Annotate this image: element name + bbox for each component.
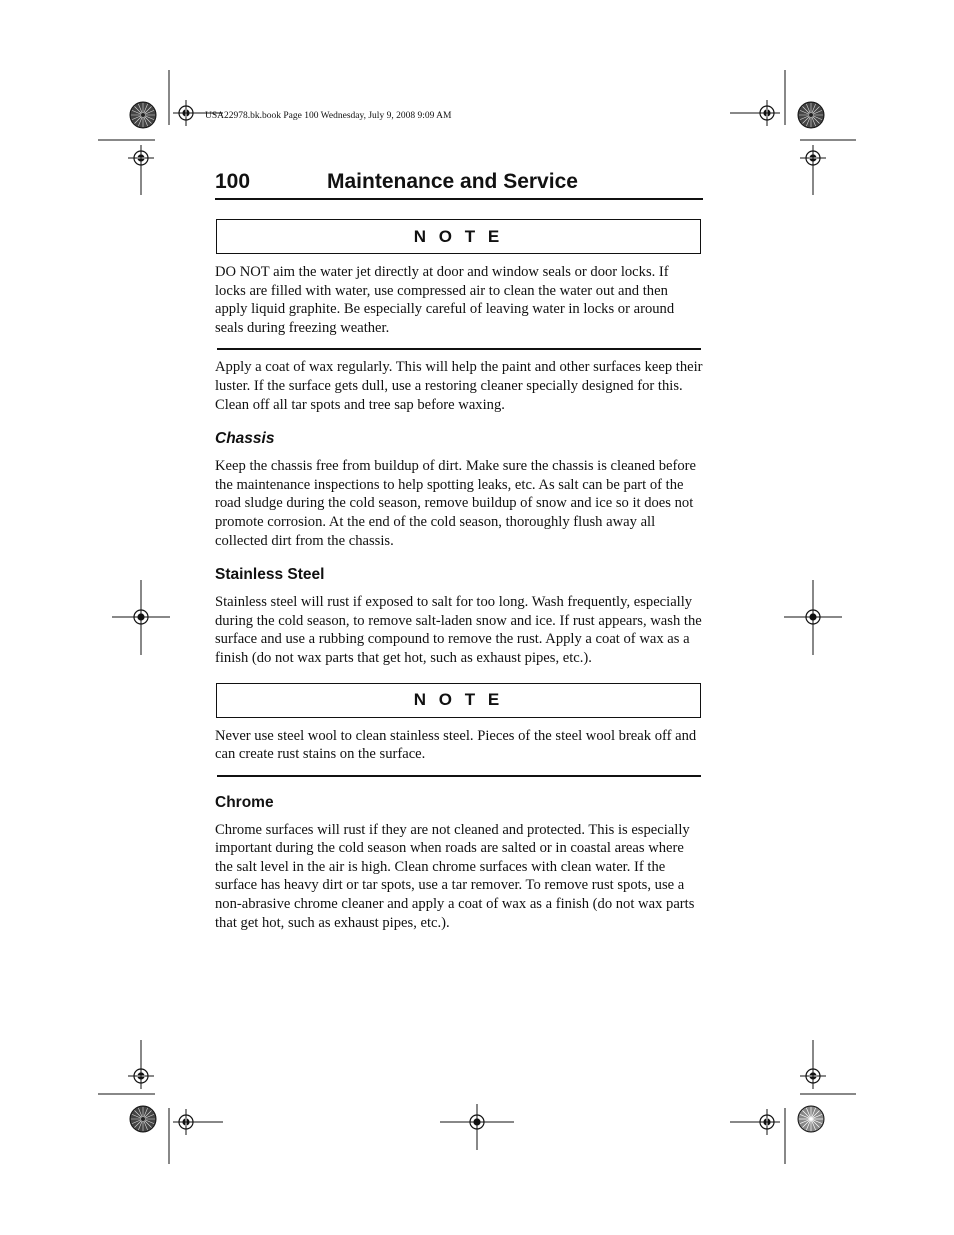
registration-mark-icon xyxy=(754,100,780,126)
note-label-box: N O T E xyxy=(216,219,701,254)
color-target-icon xyxy=(798,1106,824,1132)
registration-mark-icon xyxy=(754,1109,780,1135)
registration-mark-icon xyxy=(128,1063,154,1089)
registration-mark-icon xyxy=(464,1109,490,1135)
chrome-paragraph: Chrome surfaces will rust if they are not cleaned and protected. This is especially important during the cold season when roads are salted or in coastal areas where the salt level in the air is high. Clean chrome surfaces with clean water. If the surface has heavy dirt or tar spots, use a tar remover. To remove rust spots, use a non-abrasive chrome cleaner and apply a coat of wax as a finish (do not wax parts that get hot, such as exhaust pipes, etc.). xyxy=(215,821,695,931)
section-title: Maintenance and Service xyxy=(327,170,578,193)
file-info-header: USA22978.bk.book Page 100 Wednesday, July 9, 2008 9:09 AM xyxy=(205,111,452,121)
wax-paragraph: Apply a coat of wax regularly. This will help the paint and other surfaces keep their luster. If the surface gets dull, use a restoring cleaner specially designed for this. Clean off all tar spots and tree sap before waxing. xyxy=(215,359,703,413)
chassis-paragraph: Keep the chassis free from buildup of dirt. Make sure the chassis is cleaned before the maintenance inspections to help spotting leaks, etc. As salt can be part of the road sludge during the cold season, remove buildup of snow and ice so it does not promote corrosion. At the end of the cold season, thoroughly flush away all collected dirt from the chassis. xyxy=(215,458,697,549)
registration-mark-icon xyxy=(128,145,154,171)
note-text: DO NOT aim the water jet directly at door and window seals or door locks. If locks are filled with water, use compressed air to clean the water out and then apply liquid graphite. Be especially careful of leaving water in locks or around seals during freezing weather. xyxy=(215,264,675,336)
registration-mark-icon xyxy=(800,604,826,630)
stainless-steel-heading: Stainless Steel xyxy=(215,566,325,584)
page-content xyxy=(215,170,703,932)
note-divider xyxy=(217,775,701,777)
registration-mark-icon xyxy=(800,145,826,171)
chrome-heading: Chrome xyxy=(215,793,274,811)
color-target-icon xyxy=(130,1106,156,1132)
note-divider xyxy=(217,348,701,350)
color-target-icon xyxy=(130,102,156,128)
registration-mark-icon xyxy=(173,100,199,126)
page-number: 100 xyxy=(215,170,251,193)
stainless-steel-paragraph: Stainless steel will rust if exposed to salt for too long. Wash frequently, especially during the cold season, to remove salt-laden snow and ice. If rust appears, wash the surface and use a rubbing compound to remove the rust. Apply a coat of wax as a finish (do not wax parts that get hot, such as exhaust pipes, etc.). xyxy=(215,594,702,666)
registration-mark-icon xyxy=(173,1109,199,1135)
registration-mark-icon xyxy=(800,1063,826,1089)
page-header xyxy=(215,170,703,200)
registration-mark-icon xyxy=(128,604,154,630)
note-text: Never use steel wool to clean stainless steel. Pieces of the steel wool break off and can create rust stains on the surface. xyxy=(215,727,697,763)
color-target-icon xyxy=(798,102,824,128)
note-label-box: N O T E xyxy=(216,683,701,718)
chassis-heading: Chassis xyxy=(215,430,275,448)
